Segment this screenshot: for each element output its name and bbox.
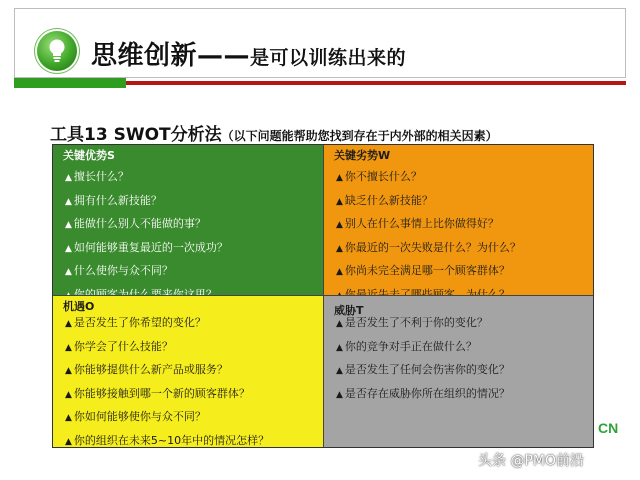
list-item: ▲ 是否发生了你希望的变化？ xyxy=(65,311,269,335)
list-item: ▲ 你学会了什么技能？ xyxy=(65,335,269,359)
strengths-heading: 关键优势S xyxy=(63,149,115,162)
tool-title: 工具13 SWOT分析法 xyxy=(50,125,222,145)
threats-heading: 威胁T xyxy=(334,304,364,317)
list-item: ▲ 别人在什么事情上比你做得好？ xyxy=(336,212,521,236)
list-item: ▲ 拥有什么新技能？ xyxy=(65,189,228,213)
list-item: ▲ 是否存在威胁你所在组织的情况？ xyxy=(336,382,510,406)
red-divider-line xyxy=(126,81,626,85)
list-item: ▲ 你的组织在未来5~10年中的情况怎样？ xyxy=(65,429,269,453)
list-item: ▲ 你能够提供什么新产品或服务？ xyxy=(65,358,269,382)
opportunities-heading: 机遇O xyxy=(63,300,95,313)
header-box xyxy=(14,8,626,78)
threats-list xyxy=(336,311,510,405)
weaknesses-heading: 关键劣势W xyxy=(334,149,391,162)
opportunities-list xyxy=(65,311,269,453)
page-title-main: 思维创新—— xyxy=(91,41,251,71)
opportunities-quadrant xyxy=(53,295,323,447)
list-item: ▲ 缺乏什么新技能？ xyxy=(336,189,521,213)
green-accent-bar xyxy=(14,78,126,88)
strengths-quadrant xyxy=(53,145,323,295)
list-item: ▲ 你最近的一次失败是什么？为什么？ xyxy=(336,236,521,260)
list-item: ▲ 是否发生了任何会伤害你的变化？ xyxy=(336,358,510,382)
corner-mark: CN xyxy=(598,420,619,436)
page-title xyxy=(91,35,406,72)
list-item: ▲ 你尚未完全满足哪一个顾客群体？ xyxy=(336,259,521,283)
list-item: ▲ 擅长什么？ xyxy=(65,165,228,189)
list-item: ▲ 是否发生了不利于你的变化？ xyxy=(336,311,510,335)
list-item: ▲ 你不擅长什么？ xyxy=(336,165,521,189)
list-item: ▲ 什么使你与众不同？ xyxy=(65,259,228,283)
threats-quadrant xyxy=(323,295,593,447)
list-item: ▲ 你能够接触到哪一个新的顾客群体？ xyxy=(65,382,269,406)
list-item: ▲ 你的竞争对手正在做什么？ xyxy=(336,335,510,359)
watermark: 头条 @PMO前沿 xyxy=(478,453,584,469)
tool-subtitle: （以下问题能帮助您找到存在于内外部的相关因素） xyxy=(221,129,498,143)
tool-heading xyxy=(50,120,498,145)
weaknesses-list xyxy=(336,165,521,307)
page-title-sub: 是可以训练出来的 xyxy=(250,47,407,69)
list-item: ▲ 如何能够重复最近的一次成功？ xyxy=(65,236,228,260)
lightbulb-icon xyxy=(37,31,77,71)
swot-grid xyxy=(52,144,594,448)
list-item: ▲ 你如何能够使你与众不同？ xyxy=(65,405,269,429)
strengths-list xyxy=(65,165,228,307)
weaknesses-quadrant xyxy=(323,145,593,295)
list-item: ▲ 能做什么别人不能做的事？ xyxy=(65,212,228,236)
